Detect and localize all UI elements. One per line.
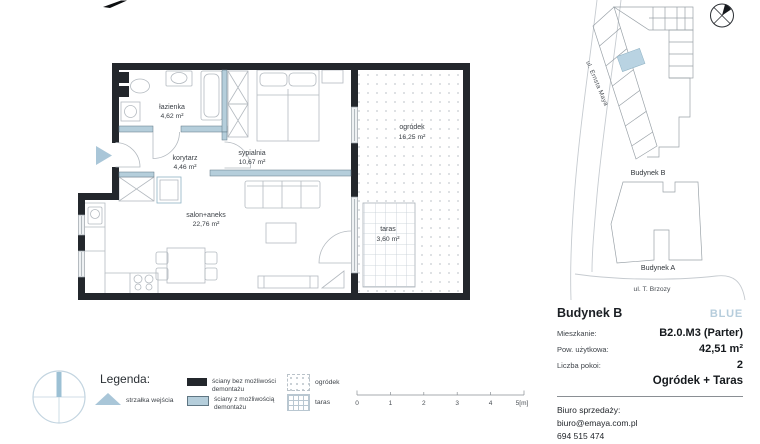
room-area-korytarz: 4,46 m² xyxy=(173,164,197,171)
furniture xyxy=(85,70,344,293)
divider xyxy=(557,396,743,397)
table-icon xyxy=(167,248,205,283)
building-b-label: Budynek B xyxy=(630,168,666,177)
tv-bench-icon xyxy=(258,276,318,288)
street-label-left: ul. Ernsta Maya xyxy=(584,60,610,108)
legend-entrance-label: strzałka wejścia xyxy=(126,397,174,404)
terrace-pattern-swatch xyxy=(287,394,310,411)
legend-wall-solid xyxy=(187,378,282,394)
sales-office-email[interactable]: biuro@emaya.com.pl xyxy=(557,418,638,429)
scale-tick-2: 2 xyxy=(421,400,426,407)
garden-pattern-swatch xyxy=(287,374,310,391)
room-label-sypialnia: sypialnia xyxy=(238,150,266,157)
wall-solid-swatch xyxy=(187,378,207,386)
entrance-arrow-icon xyxy=(96,146,112,165)
info-row-powierzchnia xyxy=(557,343,743,355)
building-b-outline xyxy=(593,7,693,159)
entrance-arrow-swatch xyxy=(95,393,121,405)
brand-label: BLUE xyxy=(709,308,743,320)
scale-tick-3: 3 xyxy=(455,400,460,407)
north-compass-icon xyxy=(711,4,734,27)
legend-entrance xyxy=(95,393,174,405)
legend-garden xyxy=(287,374,340,391)
legend-wall-demountable-label: ściany z możliwością demontażu xyxy=(214,396,275,411)
street-label-bottom: ul. T. Brzozy xyxy=(633,286,671,293)
info-row-label: Pow. użytkowa: xyxy=(557,345,609,354)
stove-icon xyxy=(134,275,142,283)
legend-terrace-label: taras xyxy=(315,399,331,406)
compass-rose-icon xyxy=(31,369,87,425)
info-row-extras xyxy=(557,375,743,387)
scale-bar xyxy=(350,390,530,410)
info-row-value: Ogródek + Taras xyxy=(652,375,743,387)
site-map xyxy=(553,0,760,300)
logo-fragment xyxy=(100,0,132,10)
sales-office-label: Biuro sprzedaży: xyxy=(557,405,621,415)
info-row-value: 42,51 m² xyxy=(698,343,743,355)
legend-title: Legenda: xyxy=(100,372,151,386)
scale-tick-0: 0 xyxy=(355,400,359,407)
room-area-salon: 22,76 m² xyxy=(192,221,220,228)
walls-demountable xyxy=(119,70,351,177)
scale-tick-1: 1 xyxy=(388,400,393,407)
scale-tick-5: 5[m] xyxy=(515,400,529,407)
info-row-label: Mieszkanie: xyxy=(557,329,597,338)
room-label-ogrodek: ogródek xyxy=(399,124,425,131)
legend-garden-label: ogródek xyxy=(315,379,340,386)
room-label-lazienka: łazienka xyxy=(159,104,185,111)
room-area-taras: 3,60 m² xyxy=(376,236,400,243)
legend-wall-solid-label: ściany bez możliwości demontażu xyxy=(212,378,276,393)
info-row-pokoje xyxy=(557,359,743,371)
washer-icon xyxy=(121,102,140,121)
kitchen-counter-icon xyxy=(85,203,158,293)
room-label-salon: salon+aneks xyxy=(186,212,226,219)
room-area-lazienka: 4,62 m² xyxy=(160,113,184,120)
room-area-ogrodek: 16,25 m² xyxy=(398,134,426,141)
terrace-area xyxy=(363,203,415,287)
building-a-label: Budynek A xyxy=(640,263,676,272)
sales-office-phone: 694 515 474 xyxy=(557,431,605,442)
toilet-icon xyxy=(131,79,150,93)
sofa-icon xyxy=(245,181,320,208)
info-row-label: Liczba pokoi: xyxy=(557,361,601,370)
room-label-taras: taras xyxy=(380,226,396,233)
info-row-value: B2.0.M3 (Parter) xyxy=(659,327,743,339)
building-a-outline xyxy=(611,182,702,263)
info-building-title: Budynek B xyxy=(557,306,623,320)
apartment-highlight xyxy=(617,48,645,71)
street-lines xyxy=(571,0,745,300)
info-row-mieszkanie xyxy=(557,327,743,339)
room-area-sypialnia: 10,67 m² xyxy=(238,159,266,166)
legend-wall-demountable xyxy=(187,396,284,412)
wall-demountable-swatch xyxy=(187,396,209,406)
room-label-korytarz: korytarz xyxy=(172,155,198,162)
legend-terrace xyxy=(287,394,330,411)
apartment-info-panel xyxy=(557,306,743,444)
scale-tick-4: 4 xyxy=(488,400,493,407)
floor-plan xyxy=(60,55,480,315)
info-row-value: 2 xyxy=(736,359,743,371)
